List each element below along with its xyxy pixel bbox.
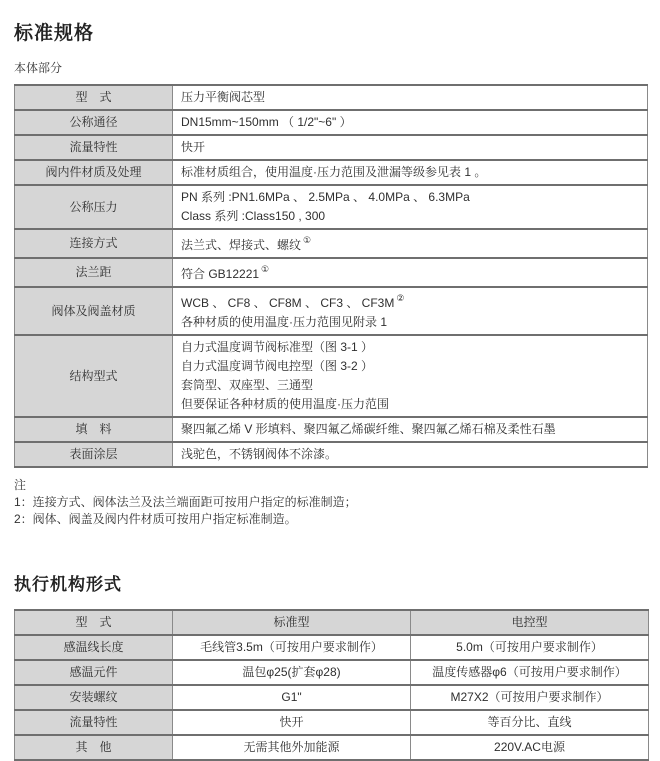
row-value bbox=[173, 229, 648, 258]
cell-electric: 等百分比、直线 bbox=[411, 710, 649, 735]
row-value: 快开 bbox=[173, 135, 648, 160]
row-label: 感温线长度 bbox=[15, 635, 173, 660]
row-label: 连接方式 bbox=[15, 229, 173, 258]
table-row bbox=[15, 160, 648, 185]
table-row bbox=[15, 85, 648, 110]
cell-electric: 温度传感器φ6（可按用户要求制作） bbox=[411, 660, 649, 685]
cell-electric: 220V.AC电源 bbox=[411, 735, 649, 760]
row-label: 感温元件 bbox=[15, 660, 173, 685]
row-value bbox=[173, 287, 648, 335]
row-label: 公称压力 bbox=[15, 185, 173, 229]
table-row bbox=[15, 442, 648, 467]
value-line: 自力式温度调节阀标准型（图 3-1 ） bbox=[181, 340, 374, 354]
note-ref-1: ① bbox=[303, 235, 312, 245]
table-header-row bbox=[15, 610, 649, 635]
note-ref-2: ② bbox=[396, 293, 405, 303]
cell-standard: G1" bbox=[173, 685, 411, 710]
header-electric: 电控型 bbox=[411, 610, 649, 635]
note-ref-1: ① bbox=[261, 264, 270, 274]
note-1: 1：连接方式、阀体法兰及法兰端面距可按用户指定的标准制造； bbox=[14, 495, 357, 509]
cell-standard: 毛线管3.5m（可按用户要求制作） bbox=[173, 635, 411, 660]
row-label: 表面涂层 bbox=[15, 442, 173, 467]
value-text: 法兰式、焊接式、螺纹 bbox=[181, 238, 302, 252]
body-spec-table bbox=[14, 84, 648, 468]
actuator-spec-table bbox=[14, 609, 649, 761]
notes-block bbox=[14, 477, 648, 528]
row-label: 流量特性 bbox=[15, 135, 173, 160]
cell-standard: 快开 bbox=[173, 710, 411, 735]
row-value bbox=[173, 335, 648, 417]
row-label: 其 他 bbox=[15, 735, 173, 760]
row-label: 阀内件材质及处理 bbox=[15, 160, 173, 185]
table-row bbox=[15, 110, 648, 135]
row-label: 公称通径 bbox=[15, 110, 173, 135]
note-2: 2：阀体、阀盖及阀内件材质可按用户指定标准制造。 bbox=[14, 512, 297, 526]
table-row bbox=[15, 635, 649, 660]
table-row bbox=[15, 735, 649, 760]
row-label: 阀体及阀盖材质 bbox=[15, 287, 173, 335]
table-row bbox=[15, 660, 649, 685]
actuator-section-title: 执行机构形式 bbox=[14, 575, 122, 594]
row-value: 浅驼色，不锈钢阀体不涂漆。 bbox=[173, 442, 648, 467]
value-line: 各种材质的使用温度·压力范围见附录 1 bbox=[181, 315, 388, 329]
table-row bbox=[15, 710, 649, 735]
cell-electric: M27X2（可按用户要求制作） bbox=[411, 685, 649, 710]
table-row bbox=[15, 335, 648, 417]
cell-standard: 无需其他外加能源 bbox=[173, 735, 411, 760]
cell-electric: 5.0m（可按用户要求制作） bbox=[411, 635, 649, 660]
table-row bbox=[15, 135, 648, 160]
table-row bbox=[15, 185, 648, 229]
row-value: DN15mm~150mm （ 1/2"~6" ） bbox=[173, 110, 648, 135]
body-section-subtitle: 本体部分 bbox=[14, 61, 63, 75]
row-value bbox=[173, 258, 648, 287]
table-row bbox=[15, 287, 648, 335]
notes-label: 注 bbox=[14, 478, 27, 492]
table-row bbox=[15, 229, 648, 258]
header-standard: 标准型 bbox=[173, 610, 411, 635]
row-label: 安装螺纹 bbox=[15, 685, 173, 710]
row-label: 型 式 bbox=[15, 85, 173, 110]
row-value: 标准材质组合，使用温度·压力范围及泄漏等级参见表 1 。 bbox=[173, 160, 648, 185]
header-type: 型 式 bbox=[15, 610, 173, 635]
value-line: Class 系列 :Class150 , 300 bbox=[181, 209, 326, 223]
table-row bbox=[15, 685, 649, 710]
row-label: 流量特性 bbox=[15, 710, 173, 735]
value-line: 但要保证各种材质的使用温度·压力范围 bbox=[181, 397, 389, 411]
value-text: 符合 GB12221 bbox=[181, 267, 260, 281]
value-line: 套筒型、双座型、三通型 bbox=[181, 378, 314, 392]
row-value bbox=[173, 185, 648, 229]
value-line: PN 系列 :PN1.6MPa 、 2.5MPa 、 4.0MPa 、 6.3MPa bbox=[181, 190, 470, 204]
value-line: 自力式温度调节阀电控型（图 3-2 ） bbox=[181, 359, 374, 373]
value-line bbox=[181, 290, 639, 313]
row-value: 聚四氟乙烯 V 形填料、聚四氟乙烯碳纤维、聚四氟乙烯石棉及柔性石墨 bbox=[173, 417, 648, 442]
cell-standard: 温包φ25(扩套φ28) bbox=[173, 660, 411, 685]
row-label: 结构型式 bbox=[15, 335, 173, 417]
row-label: 填 料 bbox=[15, 417, 173, 442]
table-row bbox=[15, 417, 648, 442]
page-title: 标准规格 bbox=[14, 23, 95, 44]
row-value: 压力平衡阀芯型 bbox=[173, 85, 648, 110]
row-label: 法兰距 bbox=[15, 258, 173, 287]
value-text: WCB 、 CF8 、 CF8M 、 CF3 、 CF3M bbox=[181, 296, 395, 310]
table-row bbox=[15, 258, 648, 287]
